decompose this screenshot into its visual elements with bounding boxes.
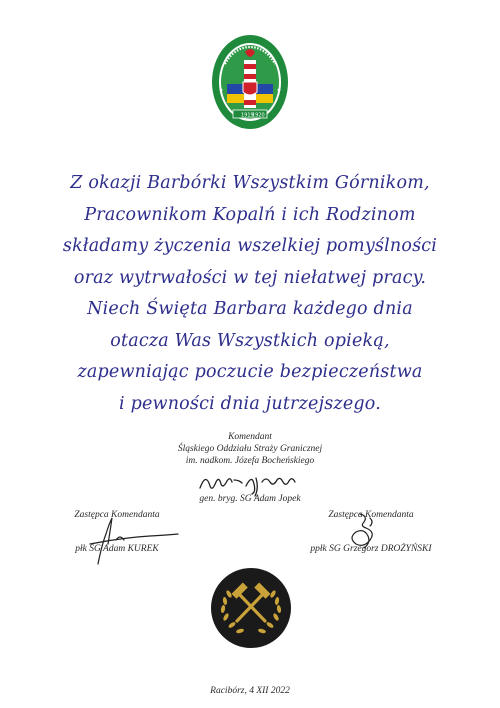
wishes-line: składamy życzenia wszelkiej pomyślności bbox=[62, 236, 438, 256]
wishes-text bbox=[20, 168, 480, 420]
commander-title bbox=[140, 431, 360, 467]
commander-name: gen. bryg. SG Adam Jopek bbox=[199, 494, 301, 504]
deputy-left-title: Zastępca Komendanta bbox=[74, 510, 160, 520]
deputy-left-signature bbox=[70, 510, 180, 566]
deputy-right-name: ppłk SG Grzegorz DROŻYŃSKI bbox=[310, 544, 432, 554]
emblem-year-right: 1920 bbox=[252, 112, 265, 119]
commander-title-line: Komendant bbox=[228, 432, 272, 442]
commander-title-line: im. nadkom. Józefa Bocheńskiego bbox=[185, 456, 315, 466]
border-guard-emblem-icon bbox=[211, 34, 289, 130]
commander-title-line: Śląskiego Oddziału Straży Granicznej bbox=[177, 444, 323, 454]
mining-hammers-badge-icon bbox=[210, 567, 292, 649]
wishes-line: Pracownikom Kopalń i ich Rodzinom bbox=[84, 204, 416, 225]
wishes-line: otacza Was Wszystkich opieką, bbox=[110, 330, 390, 351]
wishes-line: i pewności dnia jutrzejszego. bbox=[119, 393, 381, 414]
wishes-line: Niech Święta Barbara każdego dnia bbox=[87, 299, 413, 319]
wishes-line: oraz wytrwałości w tej niełatwej pracy. bbox=[73, 267, 427, 288]
emblem-year-left: 1919 bbox=[241, 112, 254, 119]
deputy-right-title: Zastępca Komendanta bbox=[328, 510, 414, 520]
place-date: Racibórz, 4 XII 2022 bbox=[210, 686, 290, 696]
deputy-left-name: płk SG Adam KUREK bbox=[75, 544, 159, 554]
wishes-line: zapewniając poczucie bezpieczeństwa bbox=[77, 362, 423, 382]
wishes-line: Z okazji Barbórki Wszystkim Górnikom, bbox=[70, 173, 430, 193]
